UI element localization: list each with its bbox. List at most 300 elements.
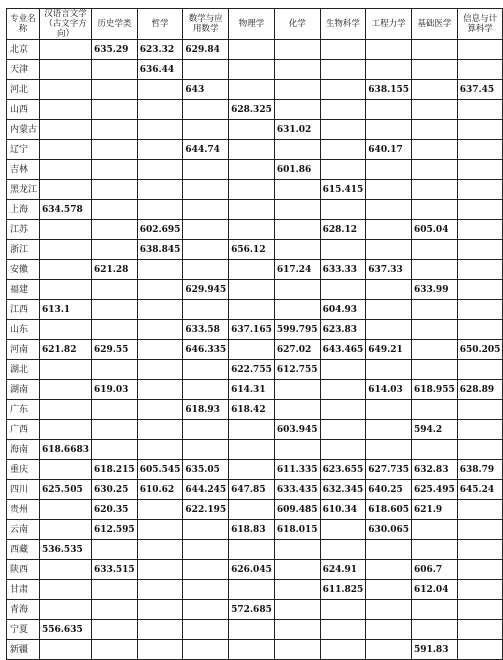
- score-cell: [183, 600, 229, 620]
- score-cell: [412, 540, 458, 560]
- score-cell: [229, 340, 275, 360]
- score-cell: 638.155: [366, 80, 412, 100]
- score-cell: [457, 280, 503, 300]
- score-cell: [40, 640, 92, 660]
- score-cell: [274, 440, 320, 460]
- score-cell: [229, 160, 275, 180]
- score-cell: [40, 360, 92, 380]
- score-cell: [366, 240, 412, 260]
- score-cell: [320, 100, 366, 120]
- score-cell: [366, 560, 412, 580]
- score-cell: [183, 160, 229, 180]
- score-cell: [91, 200, 137, 220]
- province-cell: 海南: [7, 440, 40, 460]
- province-cell: 山东: [7, 320, 40, 340]
- score-cell: 602.695: [137, 220, 183, 240]
- score-cell: 618.6683: [40, 440, 92, 460]
- table-row: [7, 580, 503, 600]
- province-cell: 陕西: [7, 560, 40, 580]
- score-cell: [91, 440, 137, 460]
- score-cell: [40, 240, 92, 260]
- score-cell: [91, 100, 137, 120]
- score-cell: 636.44: [137, 60, 183, 80]
- score-cell: [137, 340, 183, 360]
- score-cell: [40, 520, 92, 540]
- score-cell: [40, 580, 92, 600]
- score-cell: [412, 440, 458, 460]
- column-header: 基础医学: [412, 9, 458, 40]
- province-cell: 贵州: [7, 500, 40, 520]
- score-cell: [137, 440, 183, 460]
- score-cell: [366, 540, 412, 560]
- score-cell: [40, 100, 92, 120]
- table-row: [7, 540, 503, 560]
- column-header: 哲学: [137, 9, 183, 40]
- score-cell: [274, 540, 320, 560]
- score-cell: [320, 380, 366, 400]
- score-cell: [40, 260, 92, 280]
- table-row: [7, 380, 503, 400]
- score-cell: [320, 620, 366, 640]
- score-cell: [137, 420, 183, 440]
- score-cell: [229, 640, 275, 660]
- score-cell: [183, 640, 229, 660]
- score-cell: 626.045: [229, 560, 275, 580]
- province-cell: 福建: [7, 280, 40, 300]
- score-cell: 623.83: [320, 320, 366, 340]
- score-cell: [183, 440, 229, 460]
- score-cell: 618.605: [366, 500, 412, 520]
- table-row: [7, 120, 503, 140]
- score-cell: [320, 120, 366, 140]
- score-cell: [40, 420, 92, 440]
- province-cell: 新疆: [7, 640, 40, 660]
- score-cell: [183, 240, 229, 260]
- score-cell: [229, 300, 275, 320]
- score-cell: [274, 400, 320, 420]
- table-row: [7, 420, 503, 440]
- score-cell: [412, 620, 458, 640]
- score-cell: [457, 360, 503, 380]
- score-cell: [274, 240, 320, 260]
- table-row: [7, 500, 503, 520]
- header-row: [7, 9, 503, 40]
- score-cell: 603.945: [274, 420, 320, 440]
- score-cell: [274, 180, 320, 200]
- score-cell: [183, 120, 229, 140]
- score-cell: 624.91: [320, 560, 366, 580]
- score-cell: [412, 60, 458, 80]
- score-cell: 611.335: [274, 460, 320, 480]
- table-row: [7, 280, 503, 300]
- score-cell: [412, 40, 458, 60]
- score-cell: [320, 60, 366, 80]
- score-cell: [183, 100, 229, 120]
- score-cell: [274, 300, 320, 320]
- score-cell: [229, 500, 275, 520]
- table-row: [7, 480, 503, 500]
- score-cell: [366, 180, 412, 200]
- score-cell: [274, 220, 320, 240]
- score-cell: [366, 320, 412, 340]
- score-cell: 632.345: [320, 480, 366, 500]
- score-cell: 627.735: [366, 460, 412, 480]
- score-cell: 536.535: [40, 540, 92, 560]
- score-cell: [137, 560, 183, 580]
- score-cell: 599.795: [274, 320, 320, 340]
- score-cell: [229, 280, 275, 300]
- score-cell: [274, 380, 320, 400]
- score-cell: 629.84: [183, 40, 229, 60]
- table-row: [7, 220, 503, 240]
- score-cell: [366, 120, 412, 140]
- score-cell: [274, 640, 320, 660]
- score-cell: [91, 600, 137, 620]
- score-cell: [91, 620, 137, 640]
- score-cell: [320, 240, 366, 260]
- score-cell: [183, 220, 229, 240]
- table-header: [7, 9, 503, 40]
- score-cell: [91, 540, 137, 560]
- score-cell: [40, 220, 92, 240]
- score-cell: [229, 420, 275, 440]
- score-cell: [412, 100, 458, 120]
- score-cell: [183, 560, 229, 580]
- score-cell: 656.12: [229, 240, 275, 260]
- table-row: [7, 140, 503, 160]
- score-cell: 628.325: [229, 100, 275, 120]
- score-cell: [457, 600, 503, 620]
- score-cell: [229, 540, 275, 560]
- score-cell: 638.845: [137, 240, 183, 260]
- score-cell: 618.42: [229, 400, 275, 420]
- column-header: 物理学: [229, 9, 275, 40]
- score-cell: 614.03: [366, 380, 412, 400]
- score-cell: [91, 400, 137, 420]
- score-cell: [40, 140, 92, 160]
- score-cell: 621.82: [40, 340, 92, 360]
- score-cell: 643.465: [320, 340, 366, 360]
- score-cell: [457, 120, 503, 140]
- score-cell: [40, 500, 92, 520]
- score-cell: [412, 340, 458, 360]
- score-cell: [137, 500, 183, 520]
- score-cell: [40, 60, 92, 80]
- score-cell: [91, 360, 137, 380]
- header-major-name: 专业名称: [7, 9, 40, 40]
- column-header: 生物科学: [320, 9, 366, 40]
- table-row: [7, 360, 503, 380]
- score-cell: 635.29: [91, 40, 137, 60]
- score-cell: [137, 600, 183, 620]
- score-cell: 612.595: [91, 520, 137, 540]
- score-cell: [40, 120, 92, 140]
- score-cell: [320, 80, 366, 100]
- score-cell: 621.9: [412, 500, 458, 520]
- score-cell: [91, 160, 137, 180]
- score-cell: [457, 620, 503, 640]
- score-cell: 612.04: [412, 580, 458, 600]
- score-cell: 623.32: [137, 40, 183, 60]
- score-cell: [137, 180, 183, 200]
- province-cell: 安徽: [7, 260, 40, 280]
- score-cell: [137, 260, 183, 280]
- score-cell: 630.065: [366, 520, 412, 540]
- province-cell: 湖北: [7, 360, 40, 380]
- column-header: 信息与计算科学: [457, 9, 503, 40]
- score-cell: [137, 140, 183, 160]
- score-cell: [91, 140, 137, 160]
- province-cell: 四川: [7, 480, 40, 500]
- score-cell: [274, 560, 320, 580]
- score-cell: [457, 60, 503, 80]
- score-cell: 610.34: [320, 500, 366, 520]
- score-cell: [137, 100, 183, 120]
- score-cell: [137, 360, 183, 380]
- score-cell: 618.83: [229, 520, 275, 540]
- score-cell: [229, 80, 275, 100]
- score-cell: 556.635: [40, 620, 92, 640]
- score-cell: [366, 600, 412, 620]
- table-body: [7, 40, 503, 660]
- table-row: [7, 460, 503, 480]
- score-cell: 625.505: [40, 480, 92, 500]
- score-cell: 649.21: [366, 340, 412, 360]
- score-cell: 622.195: [183, 500, 229, 520]
- score-cell: 605.04: [412, 220, 458, 240]
- score-cell: [366, 40, 412, 60]
- score-cell: [366, 400, 412, 420]
- score-cell: [457, 400, 503, 420]
- score-cell: [274, 80, 320, 100]
- score-cell: [137, 320, 183, 340]
- score-cell: [91, 240, 137, 260]
- province-cell: 辽宁: [7, 140, 40, 160]
- score-cell: [274, 40, 320, 60]
- score-cell: [137, 380, 183, 400]
- score-cell: [366, 440, 412, 460]
- score-cell: 645.24: [457, 480, 503, 500]
- score-cell: 633.435: [274, 480, 320, 500]
- score-cell: 617.24: [274, 260, 320, 280]
- score-cell: [320, 600, 366, 620]
- score-cell: [229, 200, 275, 220]
- score-cell: 633.515: [91, 560, 137, 580]
- score-cell: [183, 520, 229, 540]
- score-cell: 614.31: [229, 380, 275, 400]
- table-row: [7, 300, 503, 320]
- score-cell: [457, 200, 503, 220]
- score-cell: [137, 160, 183, 180]
- table-row: [7, 160, 503, 180]
- table-row: [7, 60, 503, 80]
- score-cell: 609.485: [274, 500, 320, 520]
- score-cell: [40, 40, 92, 60]
- score-cell: 644.74: [183, 140, 229, 160]
- score-cell: [366, 420, 412, 440]
- score-cell: 618.215: [91, 460, 137, 480]
- score-cell: 640.25: [366, 480, 412, 500]
- score-cell: [137, 300, 183, 320]
- score-cell: [457, 180, 503, 200]
- score-cell: [183, 300, 229, 320]
- province-cell: 河南: [7, 340, 40, 360]
- score-cell: [320, 400, 366, 420]
- score-cell: 605.545: [137, 460, 183, 480]
- score-cell: [366, 200, 412, 220]
- score-cell: [91, 280, 137, 300]
- score-cell: [320, 40, 366, 60]
- score-cell: 631.02: [274, 120, 320, 140]
- score-cell: 637.165: [229, 320, 275, 340]
- score-cell: [457, 560, 503, 580]
- score-cell: [40, 160, 92, 180]
- column-header: 化学: [274, 9, 320, 40]
- score-cell: 650.205: [457, 340, 503, 360]
- column-header: 数学与应用数学: [183, 9, 229, 40]
- score-cell: [274, 140, 320, 160]
- province-cell: 山西: [7, 100, 40, 120]
- score-cell: [229, 60, 275, 80]
- score-cell: [91, 300, 137, 320]
- score-cell: 572.685: [229, 600, 275, 620]
- score-cell: [229, 620, 275, 640]
- score-cell: 591.83: [412, 640, 458, 660]
- score-cell: [412, 520, 458, 540]
- score-cell: [412, 400, 458, 420]
- score-cell: [457, 100, 503, 120]
- score-cell: 629.55: [91, 340, 137, 360]
- score-cell: [320, 520, 366, 540]
- score-cell: 604.93: [320, 300, 366, 320]
- score-cell: [40, 560, 92, 580]
- score-cell: [412, 160, 458, 180]
- score-cell: [366, 640, 412, 660]
- score-cell: [457, 240, 503, 260]
- score-cell: 615.415: [320, 180, 366, 200]
- score-cell: [366, 620, 412, 640]
- score-cell: [274, 580, 320, 600]
- score-cell: [183, 420, 229, 440]
- score-cell: [229, 260, 275, 280]
- score-cell: [137, 280, 183, 300]
- score-cell: [229, 460, 275, 480]
- score-cell: 630.25: [91, 480, 137, 500]
- province-cell: 湖南: [7, 380, 40, 400]
- score-cell: [366, 220, 412, 240]
- province-cell: 黑龙江: [7, 180, 40, 200]
- score-cell: 610.62: [137, 480, 183, 500]
- score-cell: [229, 180, 275, 200]
- score-cell: [137, 200, 183, 220]
- score-cell: [457, 40, 503, 60]
- score-cell: [412, 600, 458, 620]
- score-cell: [40, 400, 92, 420]
- score-cell: [320, 540, 366, 560]
- score-cell: [137, 620, 183, 640]
- score-cell: 620.35: [91, 500, 137, 520]
- score-cell: [457, 220, 503, 240]
- score-cell: 637.45: [457, 80, 503, 100]
- province-cell: 内蒙古: [7, 120, 40, 140]
- score-cell: 633.99: [412, 280, 458, 300]
- score-cell: [183, 540, 229, 560]
- score-cell: [91, 640, 137, 660]
- table-row: [7, 320, 503, 340]
- table-row: [7, 340, 503, 360]
- score-cell: [412, 120, 458, 140]
- table-row: [7, 240, 503, 260]
- score-cell: [229, 140, 275, 160]
- score-cell: [91, 120, 137, 140]
- province-cell: 广西: [7, 420, 40, 440]
- column-header: 历史学类: [91, 9, 137, 40]
- column-header: 汉语言文学（古文字方向）: [40, 9, 92, 40]
- score-cell: 637.33: [366, 260, 412, 280]
- score-cell: [320, 160, 366, 180]
- table-row: [7, 600, 503, 620]
- score-cell: 619.03: [91, 380, 137, 400]
- province-cell: 北京: [7, 40, 40, 60]
- table-row: [7, 180, 503, 200]
- table-row: [7, 640, 503, 660]
- score-cell: 612.755: [274, 360, 320, 380]
- score-cell: [366, 360, 412, 380]
- province-cell: 广东: [7, 400, 40, 420]
- score-cell: [40, 180, 92, 200]
- score-cell: [457, 420, 503, 440]
- score-cell: 613.1: [40, 300, 92, 320]
- score-cell: [40, 380, 92, 400]
- score-cell: [137, 580, 183, 600]
- score-cell: [137, 120, 183, 140]
- score-cell: 633.58: [183, 320, 229, 340]
- score-cell: [91, 80, 137, 100]
- province-cell: 甘肃: [7, 580, 40, 600]
- score-cell: 634.578: [40, 200, 92, 220]
- province-cell: 云南: [7, 520, 40, 540]
- score-cell: 606.7: [412, 560, 458, 580]
- score-cell: 628.89: [457, 380, 503, 400]
- score-cell: [274, 60, 320, 80]
- table-row: [7, 100, 503, 120]
- score-cell: 644.245: [183, 480, 229, 500]
- score-cell: [412, 320, 458, 340]
- score-cell: [137, 400, 183, 420]
- score-cell: [40, 600, 92, 620]
- score-cell: 601.86: [274, 160, 320, 180]
- score-cell: [412, 180, 458, 200]
- score-cell: 594.2: [412, 420, 458, 440]
- province-cell: 重庆: [7, 460, 40, 480]
- score-cell: [40, 320, 92, 340]
- score-cell: 621.28: [91, 260, 137, 280]
- score-cell: 618.015: [274, 520, 320, 540]
- score-cell: 625.495: [412, 480, 458, 500]
- score-cell: [183, 260, 229, 280]
- score-cell: [412, 260, 458, 280]
- score-cell: 618.93: [183, 400, 229, 420]
- province-cell: 青海: [7, 600, 40, 620]
- province-cell: 河北: [7, 80, 40, 100]
- score-cell: [183, 620, 229, 640]
- score-cell: [366, 300, 412, 320]
- province-cell: 浙江: [7, 240, 40, 260]
- province-cell: 江西: [7, 300, 40, 320]
- score-cell: [274, 600, 320, 620]
- score-cell: [229, 580, 275, 600]
- table-row: [7, 200, 503, 220]
